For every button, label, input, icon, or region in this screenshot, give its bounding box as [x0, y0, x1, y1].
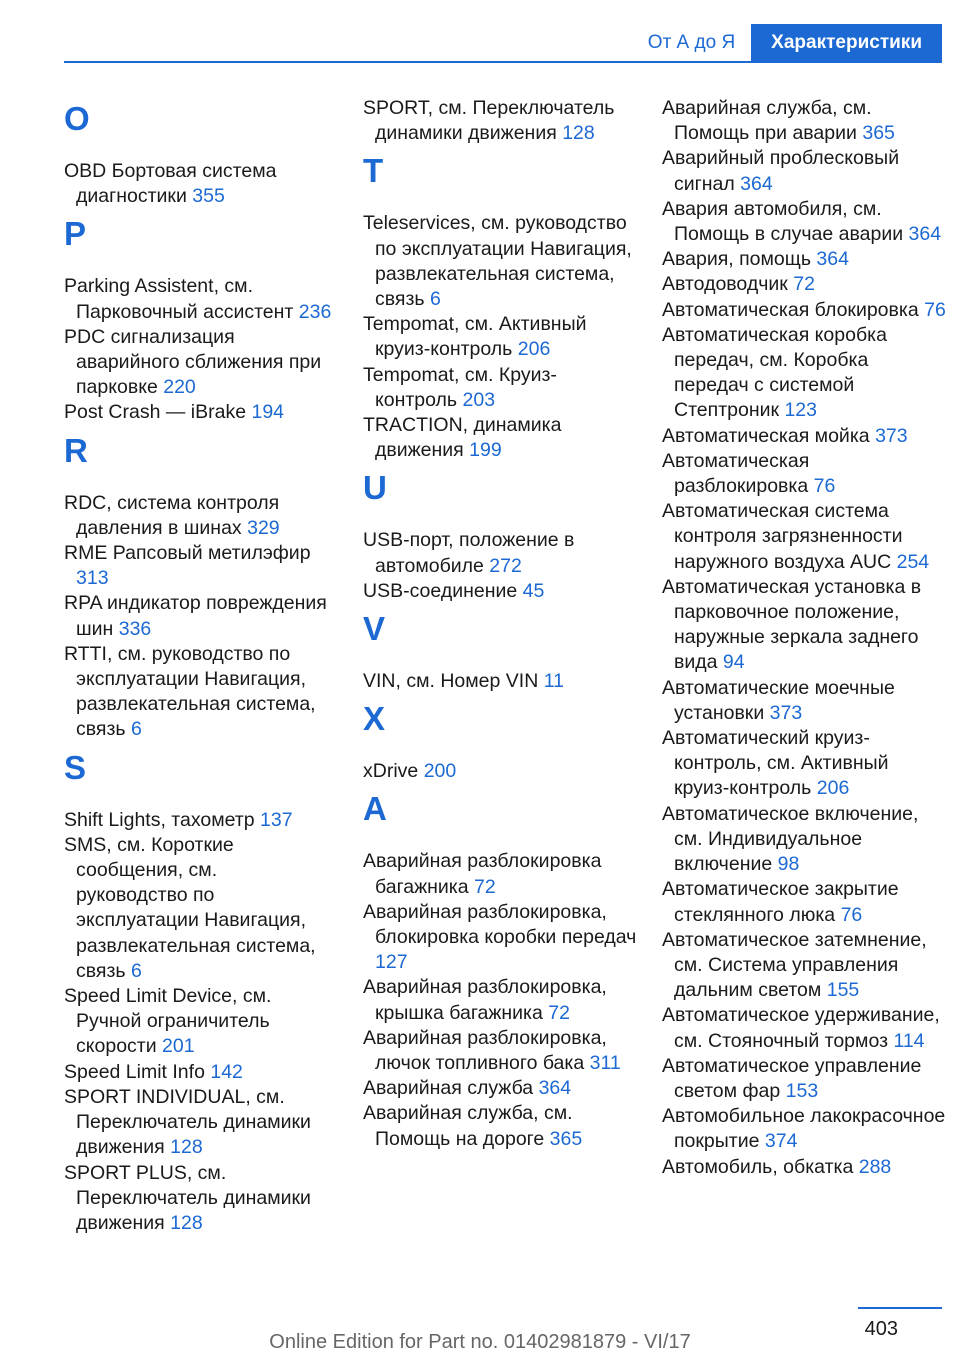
page-link[interactable]: 254: [896, 550, 930, 573]
page-link[interactable]: 200: [423, 760, 457, 783]
index-entry-text: VIN, см. Номер VIN: [363, 670, 539, 693]
index-letter-heading: O: [64, 100, 90, 137]
page-link[interactable]: 336: [118, 617, 152, 640]
page-link[interactable]: 128: [170, 1136, 203, 1159]
index-entry-text: Автоматическая разблокировка: [662, 449, 810, 498]
index-entry-text: Автоматическая установка в парковочное положение, наружные зеркала заднего вида: [662, 575, 922, 674]
page-link[interactable]: 94: [722, 651, 745, 674]
page-number: 403: [864, 1318, 898, 1340]
index-entry: [662, 726, 947, 802]
page-link[interactable]: 272: [489, 554, 522, 577]
page-link[interactable]: 114: [893, 1029, 925, 1052]
index-entry: [64, 1085, 334, 1161]
page-link[interactable]: 72: [474, 875, 496, 898]
page-link[interactable]: 311: [589, 1052, 621, 1075]
index-entry-text: Автоматическое закрытие стеклянного люка: [662, 878, 899, 926]
index-entry-text: Аварийная разблокировка, блокировка коробки передач: [363, 900, 637, 949]
index-entry: [363, 579, 638, 604]
index-entry-text: USB-соединение: [363, 579, 518, 602]
index-letter-heading: T: [363, 152, 384, 190]
page-link[interactable]: 329: [247, 516, 280, 539]
index-entry: [363, 759, 638, 784]
index-entry: [662, 424, 947, 449]
tab-characteristics[interactable]: Характеристики: [751, 24, 942, 62]
index-letter-heading: U: [363, 469, 387, 507]
index-entry-text: Авария автомобиля, см. Помощь в случае аварии: [662, 197, 904, 246]
index-entry-text: Автоматическая система контроля загрязненности наружного воздуха AUC: [662, 500, 903, 573]
page-link[interactable]: 206: [816, 777, 850, 800]
page-link[interactable]: 365: [549, 1127, 583, 1150]
index-entry-text: Авария, помощь: [662, 248, 811, 271]
index-entry: [662, 272, 947, 297]
page-link[interactable]: 6: [429, 288, 441, 311]
page-link[interactable]: 364: [816, 248, 849, 271]
index-entry-text: SMS, см. Короткие сообщения, см. руководство по эксплуатации Навигация, развлекательная система, связь: [64, 833, 316, 982]
index-entry: [363, 669, 638, 694]
page-link[interactable]: 128: [562, 122, 595, 145]
page-link[interactable]: 153: [785, 1079, 819, 1102]
page-link[interactable]: 288: [858, 1155, 892, 1178]
index-entry-text: Аварийная разблокировка, лючок топливного бака: [363, 1026, 607, 1075]
index-entry-text: Автоматическое затемнение, см. Система управления дальним светом: [662, 928, 927, 1002]
index-entry-text: Tempomat, см. Круиз-контроль: [363, 363, 557, 411]
index-entry-text: USB-порт, положение в автомобиле: [363, 529, 575, 577]
index-entry: [64, 1060, 334, 1085]
page-link[interactable]: 373: [769, 701, 803, 724]
page-link[interactable]: 45: [522, 579, 545, 602]
index-entry-text: Speed Limit Info: [64, 1060, 205, 1083]
index-letter-heading: P: [64, 215, 87, 253]
index-entry: [64, 491, 334, 541]
index-entry: [363, 96, 638, 146]
index-letter-heading: V: [363, 610, 386, 648]
index-entry-text: SPORT, см. Переключатель динамики движения: [363, 97, 615, 145]
page-link[interactable]: 137: [260, 808, 293, 831]
index-entry: [363, 1101, 638, 1151]
index-entry-text: xDrive: [363, 760, 419, 783]
footer-divider: [858, 1307, 942, 1309]
page-link[interactable]: 76: [924, 298, 946, 321]
index-entry: [662, 146, 947, 196]
index-entry-text: Автоматическая мойка: [662, 424, 870, 447]
index-entry: [64, 325, 334, 401]
page-link[interactable]: 127: [375, 951, 408, 974]
index-entry-text: OBD Бортовая система диагностики: [64, 160, 277, 208]
index-column-3: [662, 96, 947, 1180]
index-entry-text: Аварийная разблокировка, крышка багажника: [363, 976, 607, 1024]
index-entry: [363, 413, 638, 463]
index-entry: [662, 1003, 947, 1053]
index-entry-text: TRACTION, динамика движения: [363, 414, 562, 462]
index-entry: [64, 400, 334, 425]
edition-footer: Online Edition for Part no. 01402981879 - VI/17: [269, 1331, 691, 1353]
index-column-1: [64, 96, 334, 1236]
index-entry: [662, 247, 947, 272]
index-entry-text: SPORT PLUS, см. Переключатель динамики движения: [64, 1161, 311, 1234]
page-link[interactable]: 201: [162, 1035, 195, 1058]
index-letter-heading: S: [64, 748, 87, 786]
index-entry-text: RTTI, см. руководство по эксплуатации Навигация, развлекательная система, связь: [64, 642, 316, 741]
index-entry-text: Post Crash — iBrake: [64, 401, 247, 424]
index-entry: [363, 849, 638, 899]
page-link[interactable]: 11: [543, 670, 564, 693]
index-entry-text: Автоматическая блокировка: [662, 298, 919, 321]
page-link[interactable]: 220: [163, 376, 196, 399]
index-entry-text: Автодоводчик: [662, 273, 788, 296]
index-entry: [64, 984, 334, 1060]
index-entry: [64, 808, 334, 833]
page-link[interactable]: 76: [813, 475, 836, 498]
page-link[interactable]: 128: [170, 1211, 203, 1234]
page-link[interactable]: 374: [764, 1130, 798, 1153]
page-link[interactable]: 199: [469, 439, 502, 462]
index-entry-text: RME Рапсовый метилэфир: [64, 542, 311, 565]
page-link[interactable]: 364: [908, 223, 942, 246]
index-entry: [363, 528, 638, 578]
page-link[interactable]: 72: [793, 273, 815, 296]
page-link[interactable]: 142: [210, 1060, 243, 1083]
index-entry: [662, 1054, 947, 1104]
index-entry-text: RPA индикатор повреждения шин: [64, 592, 327, 640]
page-link[interactable]: 364: [538, 1077, 572, 1100]
header-tabs: [632, 24, 942, 62]
index-entry: [662, 676, 947, 726]
index-entry: [363, 1026, 638, 1076]
index-column-2: [363, 96, 638, 1152]
index-entry: [64, 274, 334, 324]
index-entry: [363, 1076, 638, 1101]
index-letter-heading: А: [363, 790, 387, 828]
index-entry-text: Автоматический круиз-контроль, см. Активный круиз-контроль: [662, 727, 889, 800]
page-link[interactable]: 155: [826, 979, 860, 1002]
page-link[interactable]: 236: [298, 300, 332, 323]
index-entry: [662, 1155, 947, 1180]
index-entry-text: Tempomat, см. Активный круиз-контроль: [363, 313, 587, 361]
index-entry: [363, 211, 638, 312]
index-entry: [662, 928, 947, 1004]
tab-alphabetical-index[interactable]: От А до Я: [632, 24, 751, 62]
index-entry: [64, 1161, 334, 1237]
page-link[interactable]: 355: [192, 185, 225, 208]
index-entry: [64, 833, 334, 984]
index-entry: [662, 197, 947, 247]
index-entry-text: Автоматические моечные установки: [662, 676, 895, 724]
index-entry-text: RDC, система контроля давления в шинах: [64, 491, 280, 539]
index-entry: [662, 298, 947, 323]
index-entry-text: Автоматическое включение, см. Индивидуальное включение: [662, 802, 919, 876]
index-entry: [662, 877, 947, 927]
page-link[interactable]: 364: [740, 172, 773, 195]
index-entry-text: Speed Limit Device, см. Ручной ограничитель скорости: [64, 985, 272, 1058]
index-entry: [662, 323, 947, 424]
page-link[interactable]: 76: [840, 903, 863, 926]
page-link[interactable]: 6: [130, 959, 142, 982]
index-entry-text: Автоматическая коробка передач, см. Коробка передач с системой Стептроник: [662, 323, 887, 422]
index-entry: [662, 802, 947, 878]
index-entry-text: Автоматическое удерживание, см. Стояночный тормоз: [662, 1004, 940, 1052]
page-link[interactable]: 72: [548, 1001, 570, 1024]
index-entry-text: Аварийная служба, см. Помощь при аварии: [662, 97, 872, 145]
index-entry-text: SPORT INDIVIDUAL, см. Переключатель динамики движения: [64, 1085, 311, 1159]
header-divider: [64, 61, 942, 63]
page-link[interactable]: 203: [462, 388, 496, 411]
index-entry-text: Аварийный проблесковый сигнал: [662, 147, 900, 195]
index-letter-heading: R: [64, 431, 88, 469]
index-entry-text: Аварийная разблокировка багажника: [363, 850, 602, 898]
index-entry-text: PDC сигнализация аварийного сближения при парковке: [64, 325, 322, 399]
index-entry: [662, 449, 947, 499]
index-entry: [662, 96, 947, 146]
index-entry-text: Teleservices, см. руководство по эксплуатации Навигация, развлекательная система, связь: [363, 212, 632, 311]
index-entry: [662, 499, 947, 575]
index-entry: [363, 312, 638, 362]
index-entry-text: Автомобиль, обкатка: [662, 1155, 854, 1178]
index-entry: [64, 642, 334, 743]
index-entry-text: Parking Assistent, см. Парковочный ассистент: [64, 275, 294, 323]
page-link[interactable]: 313: [76, 567, 109, 590]
index-entry: [363, 363, 638, 413]
page-link[interactable]: 206: [517, 338, 551, 361]
index-entry: [363, 975, 638, 1025]
page-link[interactable]: 98: [777, 853, 800, 876]
page-link[interactable]: 123: [784, 399, 817, 422]
index-entry-text: Аварийная служба, см. Помощь на дороге: [363, 1102, 573, 1150]
page-link[interactable]: 373: [875, 424, 908, 447]
index-entry: [662, 1104, 947, 1154]
page-link[interactable]: 365: [862, 122, 895, 145]
index-entry: [64, 159, 334, 209]
index-entry-text: Автоматическое управление светом фар: [662, 1054, 922, 1102]
index-letter-heading: X: [363, 700, 386, 738]
index-entry-text: Аварийная служба: [363, 1077, 534, 1100]
page-link[interactable]: 194: [251, 401, 285, 424]
index-entry: [64, 591, 334, 641]
index-entry: [662, 575, 947, 676]
index-entry: [64, 541, 334, 591]
index-entry-text: Shift Lights, тахометр: [64, 808, 255, 831]
page-link[interactable]: 6: [130, 718, 142, 741]
index-entry: [363, 900, 638, 976]
index-entry-text: Автомобильное лакокрасочное покрытие: [662, 1105, 946, 1153]
